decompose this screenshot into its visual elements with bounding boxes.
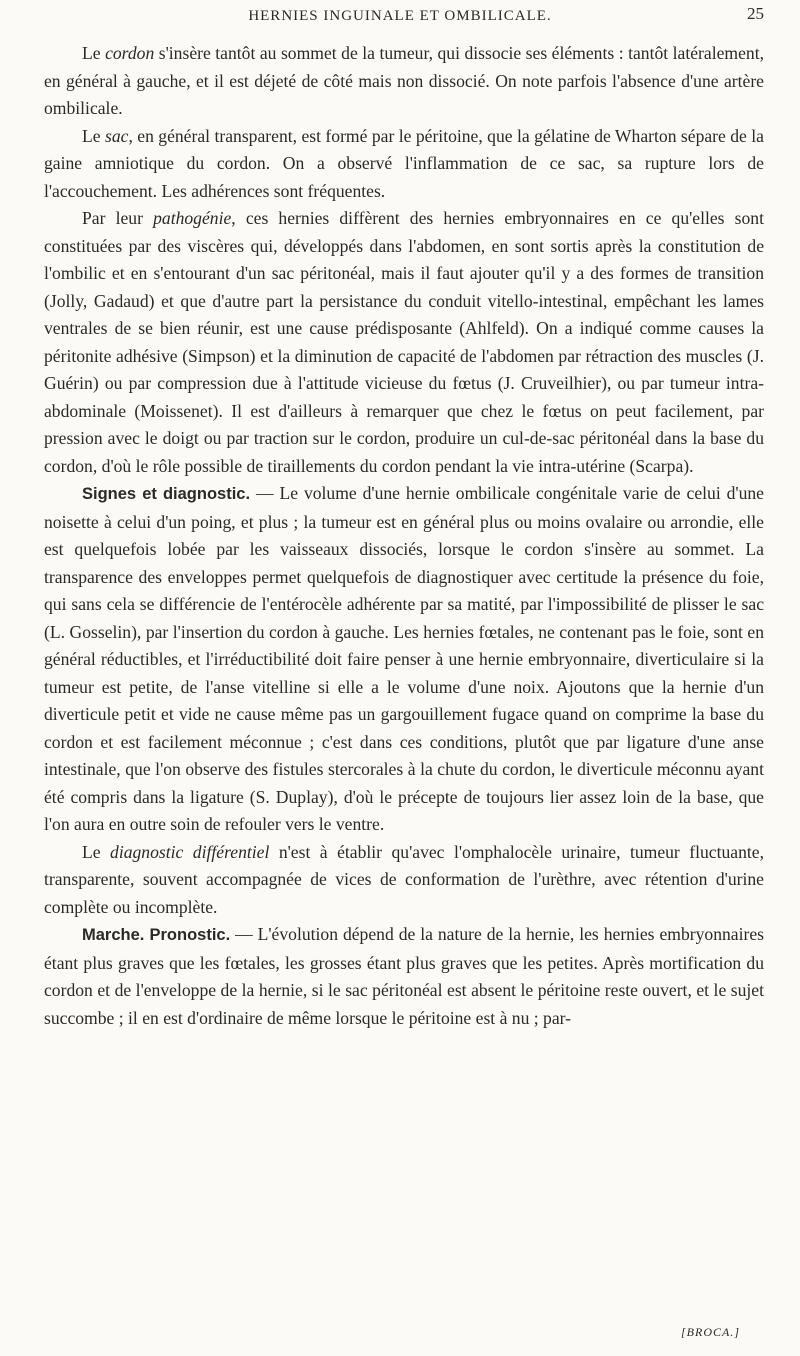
page-number: 25 xyxy=(747,4,764,23)
p5-text: n'est à établir qu'avec l'omphalocèle urinaire, tumeur fluctuante, transparente, souvent accompagnée de vices de conformation de l'urèthre, avec rétention d'urine complète ou incomplète. xyxy=(44,841,764,917)
p3-pre: Par leur xyxy=(82,208,154,228)
section-title-marche: Marche. Pronostic. xyxy=(82,926,231,944)
body-text xyxy=(44,40,764,1032)
p6-text: — L'évolution dépend de la nature de la hernie, les hernies embryonnaires étant plus graves que les fœtales, les grosses étant plus graves que les petites. Après mortification du cordon et de l'enveloppe de la hernie, si le sac péritonéal est absent le péritoine reste ouvert, et le sujet succombe ; il en est d'ordinaire de même lorsque le péritoine est à nu ; par- xyxy=(44,924,765,1028)
p2-pre: Le xyxy=(82,125,105,146)
p5-pre: Le xyxy=(82,841,111,862)
term-cordon: cordon xyxy=(105,43,155,63)
p1-text: s'insère tantôt au sommet de la tumeur, qui dissocie ses éléments : tantôt latéralement, en général à gauche, et il est déjeté de côté mais non dissocié. On note parfois l'absence d'une artère ombilicale. xyxy=(44,43,764,118)
term-diagnostic-differentiel: diagnostic différentiel xyxy=(110,841,270,862)
paragraph-cordon xyxy=(44,40,764,123)
running-title: HERNIES INGUINALE ET OMBILICALE. xyxy=(248,8,552,24)
p4-text: — Le volume d'une hernie ombilicale congénitale varie de celui d'une noisette à celui d'un poing, et plus ; la tumeur est en général plus ou moins ovalaire ou arrondie, elle est quelquefois lobée par les vaisseaux dissociés, lorsque le cordon s'insère au sommet. La transparence des enveloppes permet quelquefois de diagnostiquer avec certitude la présence du foie, qui sans cela se différencie de l'entérocèle adhérente par sa matité, par l'impossibilité de plisser le sac (L. Gosselin), par l'insertion du cordon à gauche. Les hernies fœtales, ne contenant pas le foie, sont en général réductibles, et l'irréductibilité doit faire penser à une hernie embryonnaire, diverticulaire si la tumeur est petite, de l'anse vitelline si elle a le volume d'une noix. Ajoutons que la hernie d'un diverticule petit et vide ne cause même pas un gargouillement fugace quand on comprime la base du cordon et est facilement méconnue ; c'est dans ces conditions, plutôt que par ligature d'une anse intestinale, que l'on observe des fistules stercorales à la chute du cordon, le diverticule méconnu ayant été compris dans la ligature (S. Duplay), d'où le précepte de toujours lier assez loin de la base, que l'on aura en outre soin de refouler vers le ventre. xyxy=(44,483,764,834)
section-title-signes: Signes et diagnostic. xyxy=(82,485,251,503)
paragraph-sac xyxy=(44,123,764,206)
p2-text: , en général transparent, est formé par le péritoine, que la gélatine de Wharton sépare de la gaine amniotique du cordon. On a observé l'inflammation de ce sac, sa rupture lors de l'accouchement. Les adhérences sont fréquentes. xyxy=(44,125,764,201)
p1-pre: Le xyxy=(82,43,106,63)
paragraph-diagnostic-differentiel xyxy=(44,839,764,922)
term-sac: sac xyxy=(104,125,129,146)
paragraph-marche-pronostic xyxy=(44,921,764,1032)
author-signature: [BROCA.] xyxy=(681,1325,740,1339)
term-pathogenie: pathogénie xyxy=(153,208,232,228)
paragraph-signes-diagnostic xyxy=(44,480,764,839)
paragraph-pathogenie xyxy=(44,205,764,480)
p3-text: , ces hernies diffèrent des hernies embryonnaires en ce qu'elles sont constituées par des viscères qui, développés dans l'abdomen, en sont sortis après la constitution de l'ombilic et en s'entourant d'un sac péritonéal, mais il faut ajouter qu'il y a des formes de transition (Jolly, Gadaud) et que d'autre part la persistance du conduit vitello-intestinal, empêchant les lames ventrales de se bien réunir, est une cause prédisposante (Ahlfeld). On a indiqué comme causes la péritonite adhésive (Simpson) et la diminution de capacité de l'abdomen par rétraction des muscles (J. Guérin) ou par compression due à l'attitude vicieuse du fœtus (J. Cruveilhier), ou par tumeur intra-abdominale (Moissenet). Il est d'ailleurs à remarquer que chez le fœtus on peut facilement, par pression avec le doigt ou par traction sur le cordon, produire un cul-de-sac péritonéal dans la base du cordon, d'où le rôle possible de tiraillements du cordon pendant la vie intra-utérine (Scarpa). xyxy=(44,208,764,476)
